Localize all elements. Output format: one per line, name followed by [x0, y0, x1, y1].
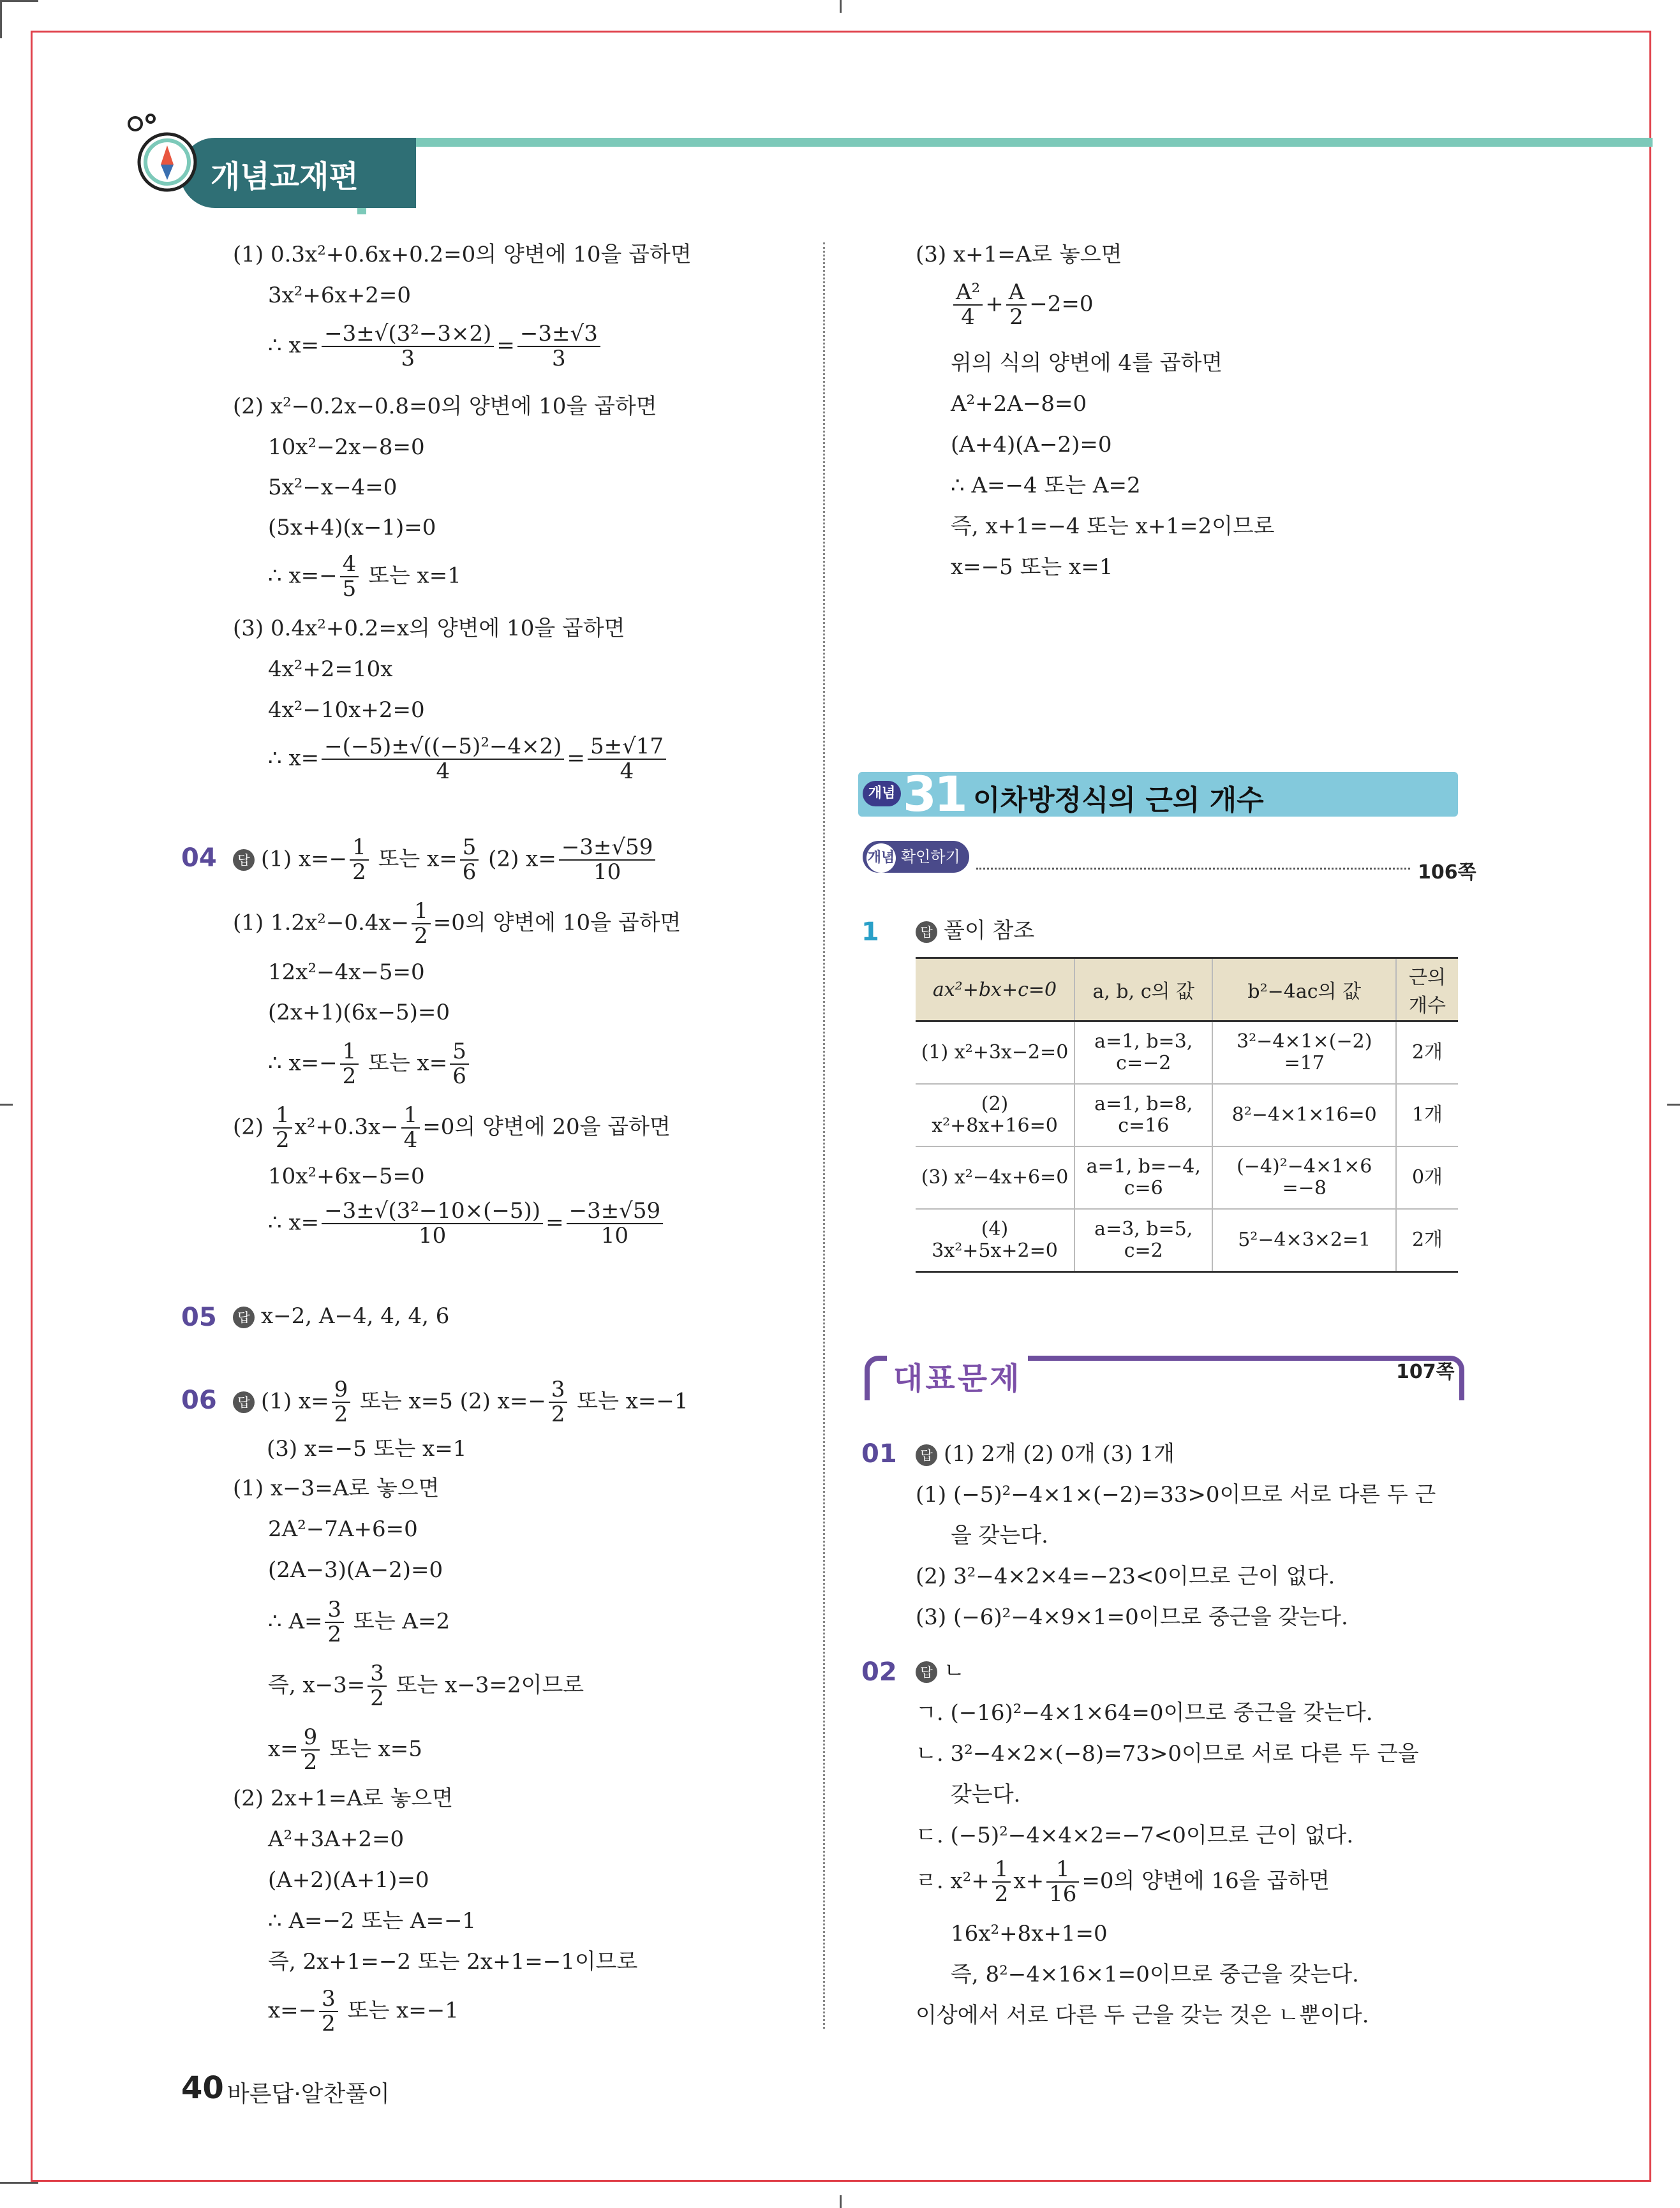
book-title: 바른답·알찬풀이	[227, 2081, 390, 2107]
fraction-line	[268, 1987, 459, 2036]
numerator: A²	[953, 281, 983, 306]
numerator: 1	[340, 1040, 359, 1065]
text: x=−	[268, 1997, 317, 2024]
table-cell: (−4)²−4×1×6 =−8	[1212, 1146, 1396, 1209]
table-row	[916, 1021, 1458, 1085]
table-cell: a=1, b=−4, c=6	[1074, 1146, 1212, 1209]
line: 갖는다.	[951, 1782, 1021, 1807]
text: =0의 양변에 16을 곱하면	[1082, 1868, 1330, 1894]
line: (2A−3)(A−2)=0	[268, 1557, 443, 1583]
fraction	[301, 1726, 320, 1775]
page-reference: 106쪽	[1418, 861, 1476, 884]
fraction-line	[268, 1726, 422, 1775]
text: (1) 1.2x²−0.4x−	[233, 910, 410, 936]
representative-title: 대표문제	[887, 1354, 1028, 1398]
text: x+	[1013, 1868, 1044, 1894]
table-row	[916, 1146, 1458, 1209]
text: 또는 x=5 (2) x=−	[353, 1388, 546, 1414]
line: 5x²−x−4=0	[268, 475, 398, 500]
table-header: 근의 개수	[1396, 958, 1458, 1021]
numerator: 4	[340, 552, 359, 577]
line: 2A²−7A+6=0	[268, 1516, 418, 1542]
line: 10x²+6x−5=0	[268, 1164, 425, 1189]
fraction	[1006, 281, 1027, 330]
table-cell: 5²−4×3×2=1	[1212, 1209, 1396, 1272]
text: ∴ x=	[268, 1210, 320, 1236]
section-badge: 개념	[863, 781, 901, 806]
line: ㄷ. (−5)²−4×4×2=−7<0이므로 근이 없다.	[916, 1823, 1354, 1848]
fraction-line	[268, 1662, 584, 1711]
line: ∴ A=−2 또는 A=−1	[268, 1908, 477, 1934]
denominator: 10	[600, 1223, 628, 1249]
table-cell: a=3, b=5, c=2	[1074, 1209, 1212, 1272]
page-number: 40	[181, 2070, 224, 2106]
line: (2x+1)(6x−5)=0	[268, 1000, 450, 1025]
leader-dots	[976, 868, 1410, 870]
line: 이상에서 서로 다른 두 근을 갖는 것은 ㄴ뿐이다.	[916, 2003, 1369, 2028]
denominator: 2	[994, 1881, 1009, 1908]
section-number: 31	[903, 766, 965, 822]
text: 즉, x−3=	[268, 1672, 366, 1698]
table-cell: (4) 3x²+5x+2=0	[916, 1209, 1074, 1272]
text: 또는 x=−1	[340, 1997, 459, 2024]
line: ∴ A=−4 또는 A=2	[951, 473, 1141, 498]
answer-text: ㄴ	[944, 1658, 965, 1684]
table-cell: (1) x²+3x−2=0	[916, 1021, 1074, 1085]
answer-badge: 답	[916, 1444, 937, 1466]
numerator: 3	[319, 1987, 338, 2012]
denominator: 2	[1009, 304, 1023, 330]
answer-text: x−2, A−4, 4, 4, 6	[261, 1303, 450, 1329]
line: (1) x−3=A로 놓으면	[233, 1476, 440, 1501]
numerator: −3±√59	[559, 836, 656, 861]
fraction	[340, 1040, 359, 1089]
denominator: 2	[275, 1127, 290, 1153]
line: 위의 식의 양변에 4를 곱하면	[951, 350, 1223, 376]
line: 을 갖는다.	[951, 1523, 1048, 1548]
text: (1) x=−	[261, 846, 348, 872]
answer-line	[916, 1659, 965, 1684]
question-number: 1	[861, 917, 879, 947]
numerator: −3±√3	[517, 322, 600, 347]
denominator: 2	[334, 1402, 348, 1428]
confirm-label: 확인하기	[901, 848, 960, 866]
fraction	[588, 735, 666, 784]
fraction	[319, 1987, 338, 2036]
numerator: A	[1006, 281, 1027, 306]
table-header: b²−4ac의 값	[1212, 958, 1396, 1021]
line: ㄱ. (−16)²−4×1×64=0이므로 중근을 갖는다.	[916, 1700, 1373, 1726]
fraction	[350, 836, 369, 885]
numerator: 1	[350, 836, 369, 861]
numerator: 9	[301, 1726, 320, 1751]
answer-badge: 답	[233, 849, 255, 871]
fraction	[1046, 1858, 1079, 1907]
numerator: 1	[401, 1104, 420, 1129]
text: x=	[268, 1736, 299, 1762]
question-number: 06	[181, 1386, 217, 1415]
line: A²+3A+2=0	[268, 1826, 405, 1852]
crop-mark	[840, 2195, 842, 2208]
fraction	[322, 322, 494, 371]
numerator: 3	[549, 1378, 568, 1403]
line: 4x²−10x+2=0	[268, 697, 425, 723]
line: (5x+4)(x−1)=0	[268, 515, 436, 540]
denominator: 6	[452, 1063, 466, 1090]
table-row	[916, 1209, 1458, 1272]
question-number: 05	[181, 1303, 217, 1332]
denominator: 4	[403, 1127, 418, 1153]
fraction-line	[268, 1598, 450, 1647]
denominator: 2	[342, 1063, 357, 1090]
text: x²+0.3x−	[294, 1114, 399, 1140]
table-header: a, b, c의 값	[1074, 958, 1212, 1021]
table-cell: 2개	[1396, 1021, 1458, 1085]
denominator: 4	[620, 759, 634, 785]
root-count-table	[916, 957, 1458, 1273]
answer-badge: 답	[916, 1661, 937, 1683]
text: +	[985, 291, 1004, 317]
fraction	[412, 900, 431, 949]
answer-line	[233, 1304, 449, 1329]
text: ∴ A=	[268, 1608, 323, 1634]
text: −2=0	[1029, 291, 1094, 317]
denominator: 10	[593, 859, 621, 885]
denominator: 2	[370, 1686, 384, 1712]
text: =0의 양변에 20을 곱하면	[422, 1114, 671, 1140]
line: (1) (−5)²−4×1×(−2)=33>0이므로 서로 다른 두 근	[916, 1482, 1436, 1508]
line: ㄴ. 3²−4×2×(−8)=73>0이므로 서로 다른 두 근을	[916, 1741, 1419, 1767]
table-cell: 8²−4×1×16=0	[1212, 1084, 1396, 1146]
text: 또는 x=−1	[570, 1388, 688, 1414]
header-line	[408, 138, 1653, 147]
text: 또는 x=5	[322, 1736, 422, 1762]
text: ㄹ. x²+	[916, 1868, 990, 1894]
numerator: 3	[368, 1662, 387, 1687]
question-number: 01	[861, 1439, 897, 1469]
denominator: 2	[322, 2011, 336, 2037]
line: (1) 0.3x²+0.6x+0.2=0의 양변에 10을 곱하면	[233, 242, 692, 267]
line: (A+4)(A−2)=0	[951, 432, 1112, 457]
fraction-line: ∴ x= $\frac{\text{−3±√(3²−3×2)}}{3}$ = $\frac{-3\pm√3}{3}$	[268, 322, 603, 371]
table-cell: 3²−4×1×(−2) =17	[1212, 1021, 1396, 1085]
denominator: 2	[352, 859, 366, 885]
denominator: 5	[342, 576, 357, 602]
denominator: 10	[418, 1223, 447, 1249]
concept-icon: 개념	[866, 843, 896, 873]
numerator: 1	[412, 900, 431, 924]
text: (2)	[233, 1114, 271, 1140]
page-reference: 107쪽	[1396, 1361, 1455, 1383]
table-cell: 0개	[1396, 1146, 1458, 1209]
numerator: 1	[273, 1104, 292, 1129]
fraction	[322, 735, 564, 784]
table-cell: a=1, b=8, c=16	[1074, 1084, 1212, 1146]
numerator: −3±√(3²−10×(−5))	[322, 1199, 543, 1224]
fraction-line: ∴ x= $\frac{\text{−3±√(3²−10×(−5))}}{10}$ = $\frac{-3\pm√59}{10}$	[268, 1199, 665, 1248]
line: (2) x²−0.2x−0.8=0의 양변에 10을 곱하면	[233, 394, 657, 419]
line: (3) 0.4x²+0.2=x의 양변에 10을 곱하면	[233, 616, 625, 641]
fraction-line	[951, 281, 1094, 330]
denominator: 6	[462, 859, 477, 885]
fraction	[953, 281, 983, 330]
answer-line	[916, 919, 1034, 944]
header-tab-label: 개념교재편	[211, 159, 359, 195]
denominator: 2	[551, 1402, 565, 1428]
column-divider	[823, 242, 825, 2029]
fraction-line	[268, 1040, 472, 1089]
answer-badge: 답	[916, 921, 937, 943]
fraction	[992, 1858, 1011, 1907]
confirm-badge	[863, 841, 969, 873]
fraction	[517, 322, 600, 371]
numerator: 1	[992, 1858, 1011, 1883]
line: A²+2A−8=0	[951, 391, 1087, 417]
text: (2) x=	[481, 846, 556, 872]
fraction	[368, 1662, 387, 1711]
text: ∴ x=	[268, 745, 320, 771]
denominator: 4	[436, 759, 450, 785]
denominator: 2	[303, 1749, 318, 1775]
fraction	[332, 1378, 351, 1427]
line: (A+2)(A+1)=0	[268, 1867, 429, 1893]
table-cell: 2개	[1396, 1209, 1458, 1272]
text: 또는 x−3=2이므로	[389, 1672, 584, 1698]
fraction	[401, 1104, 420, 1153]
line: 10x²−2x−8=0	[268, 434, 425, 460]
crop-mark	[0, 0, 2, 38]
fraction	[322, 1199, 543, 1248]
numerator: 9	[332, 1378, 351, 1403]
numerator: −3±√(3²−3×2)	[322, 322, 494, 347]
numerator: 1	[1046, 1858, 1079, 1883]
fraction	[460, 836, 479, 885]
denominator: 3	[552, 346, 566, 372]
line: 12x²−4x−5=0	[268, 960, 425, 985]
answer-text: 풀이 참조	[944, 918, 1035, 944]
answer-text: (1) 2개 (2) 0개 (3) 1개	[944, 1441, 1175, 1467]
fraction	[549, 1378, 568, 1427]
answer-badge: 답	[233, 1391, 255, 1413]
denominator: 4	[961, 304, 975, 330]
answer-line	[233, 1378, 688, 1427]
numerator: 3	[325, 1598, 344, 1623]
fraction	[559, 836, 656, 885]
fraction-line	[916, 1858, 1330, 1907]
fraction	[450, 1040, 469, 1089]
line: 즉, 8²−4×16×1=0이므로 중근을 갖는다.	[951, 1962, 1359, 1987]
question-number: 02	[861, 1657, 897, 1687]
text: 또는 A=2	[346, 1608, 450, 1634]
text: ∴ x=−	[268, 1050, 338, 1076]
line: 3x²+6x+2=0	[268, 283, 411, 308]
numerator: 5	[460, 836, 479, 861]
line: 4x²+2=10x	[268, 656, 393, 682]
line: 즉, x+1=−4 또는 x+1=2이므로	[951, 514, 1275, 539]
text: 또는 x=	[361, 1050, 448, 1076]
text: ∴ x=−	[268, 563, 338, 589]
table-cell: 1개	[1396, 1084, 1458, 1146]
crop-mark	[0, 0, 38, 2]
crop-mark	[0, 1104, 13, 1106]
numerator: 5	[450, 1040, 469, 1065]
text: ∴ x=	[268, 332, 320, 359]
fraction-line	[233, 900, 681, 949]
numerator: −(−5)±√((−5)²−4×2)	[322, 735, 564, 760]
line: (3) (−6)²−4×9×1=0이므로 중근을 갖는다.	[916, 1604, 1348, 1630]
text: 또는 x=1	[361, 563, 461, 589]
table-cell: a=1, b=3, c=−2	[1074, 1021, 1212, 1085]
answer-line	[916, 1442, 1175, 1467]
crop-mark	[840, 0, 842, 13]
crop-mark	[0, 2182, 38, 2184]
table-cell: (2) x²+8x+16=0	[916, 1084, 1074, 1146]
question-number: 04	[181, 843, 217, 873]
denominator: 3	[401, 346, 415, 372]
fraction	[340, 552, 359, 602]
fraction	[567, 1199, 664, 1248]
answer-line	[233, 836, 658, 885]
denominator: 16	[1049, 1881, 1077, 1908]
crop-mark	[1667, 1104, 1680, 1106]
line: (3) x=−5 또는 x=1	[267, 1436, 467, 1462]
text: =0의 양변에 10을 곱하면	[433, 910, 681, 936]
line: 16x²+8x+1=0	[951, 1921, 1108, 1946]
section-title: 이차방정식의 근의 개수	[973, 784, 1264, 817]
line: (3) x+1=A로 놓으면	[916, 242, 1122, 267]
table-header: ax²+bx+c=0	[916, 958, 1074, 1021]
text: (1) x=	[261, 1388, 329, 1414]
table-row	[916, 1084, 1458, 1146]
line: x=−5 또는 x=1	[951, 554, 1113, 580]
denominator: 2	[327, 1622, 342, 1648]
fraction-line	[268, 552, 461, 602]
fraction-line: ∴ x= $\frac{\text{−(−5)±√((−5)²−4×2)}}{4}$ = $\frac{5\pm√17}{4}$	[268, 735, 669, 784]
text: 또는 x=	[371, 846, 457, 872]
line: (2) 2x+1=A로 놓으면	[233, 1786, 454, 1811]
fraction-line	[233, 1104, 671, 1153]
line: (2) 3²−4×2×4=−23<0이므로 근이 없다.	[916, 1564, 1335, 1589]
answer-badge: 답	[233, 1307, 255, 1328]
line: 즉, 2x+1=−2 또는 2x+1=−1이므로	[268, 1949, 638, 1975]
numerator: 5±√17	[588, 735, 666, 760]
compass-icon	[125, 114, 202, 196]
denominator: 2	[414, 923, 428, 949]
table-cell: (3) x²−4x+6=0	[916, 1146, 1074, 1209]
numerator: −3±√59	[567, 1199, 664, 1224]
fraction	[273, 1104, 292, 1153]
fraction	[325, 1598, 344, 1647]
